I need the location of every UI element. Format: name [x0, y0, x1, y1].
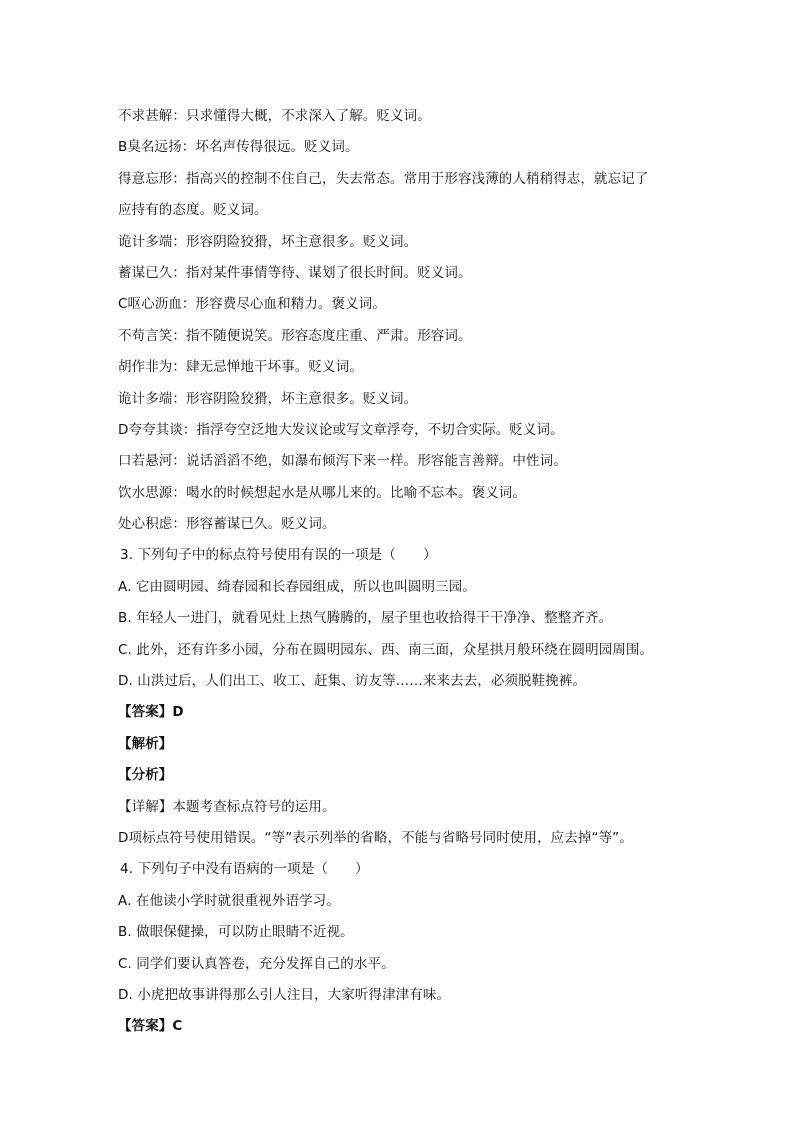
answer-label: 【答案】D	[118, 704, 184, 721]
text-line: C呕心沥血：形容费尽心血和精力。褒义词。	[118, 296, 386, 313]
question-title: 3. 下列句子中的标点符号使用有误的一项是（ ）	[120, 547, 437, 564]
document-body	[118, 101, 678, 1043]
text-line: B臭名远扬：坏名声传得很远。贬义词。	[118, 139, 359, 156]
text-line: 处心积虑：形容蓄谋已久。贬义词。	[118, 516, 336, 533]
explanation-line: D项标点符号使用错误。“等”表示列举的省略，不能与省略号同时使用，应去掉“等”。	[118, 829, 633, 846]
answer-option: C. 此外，还有许多小园，分布在圆明园东、西、南三面，众星拱月般环绕在圆明园周围。	[118, 641, 654, 658]
answer-option: D. 小虎把故事讲得那么引人注目，大家听得津津有味。	[118, 986, 451, 1003]
answer-option: A. 在他读小学时就很重视外语学习。	[118, 892, 340, 909]
question-title: 4. 下列句子中没有语病的一项是（ ）	[120, 861, 369, 878]
text-line: 蓄谋已久：指对某件事情等待、谋划了很长时间。贬义词。	[118, 264, 472, 281]
answer-option: B. 年轻人一进门，就看见灶上热气腾腾的，屋子里也收拾得干干净净、整整齐齐。	[118, 610, 613, 627]
text-line: 饮水思源：喝水的时候想起水是从哪儿来的。比喻不忘本。褒义词。	[118, 484, 526, 501]
text-line: 诡计多端：形容阴险狡猾，坏主意很多。贬义词。	[118, 390, 418, 407]
text-line: 得意忘形：指高兴的控制不住自己，失去常态。常用于形容浅薄的人稍稍得志，就忘记了	[118, 170, 649, 187]
text-line: 不苟言笑：指不随便说笑。形容态度庄重、严肃。形容词。	[118, 327, 472, 344]
text-line: 诡计多端：形容阴险狡猾，坏主意很多。贬义词。	[118, 233, 418, 250]
text-line: 不求甚解：只求懂得大概，不求深入了解。贬义词。	[118, 108, 431, 124]
explanation-line: 【详解】本题考查标点符号的运用。	[118, 798, 336, 815]
answer-option: A. 它由圆明园、绮春园和长春园组成，所以也叫圆明三园。	[118, 578, 476, 595]
answer-label: 【答案】C	[118, 1018, 183, 1035]
answer-option: D. 山洪过后，人们出工、收工、赶集、访友等……来来去去，必须脱鞋挽裤。	[118, 673, 587, 690]
text-line: 口若悬河：说话滔滔不绝，如瀑布倾泻下来一样。形容能言善辩。中性词。	[118, 453, 567, 470]
analysis-label: 【解析】	[118, 735, 173, 752]
answer-option: C. 同学们要认真答卷，充分发挥自己的水平。	[118, 955, 395, 972]
answer-option: B. 做眼保健操，可以防止眼睛不近视。	[118, 924, 354, 941]
analysis-sub-label: 【分析】	[118, 767, 173, 784]
text-line: 应持有的态度。贬义词。	[118, 202, 268, 219]
text-line: 胡作非为：肆无忌惮地干坏事。贬义词。	[118, 359, 363, 376]
text-line: D夸夸其谈：指浮夸空泛地大发议论或写文章浮夸，不切合实际。贬义词。	[118, 421, 564, 438]
